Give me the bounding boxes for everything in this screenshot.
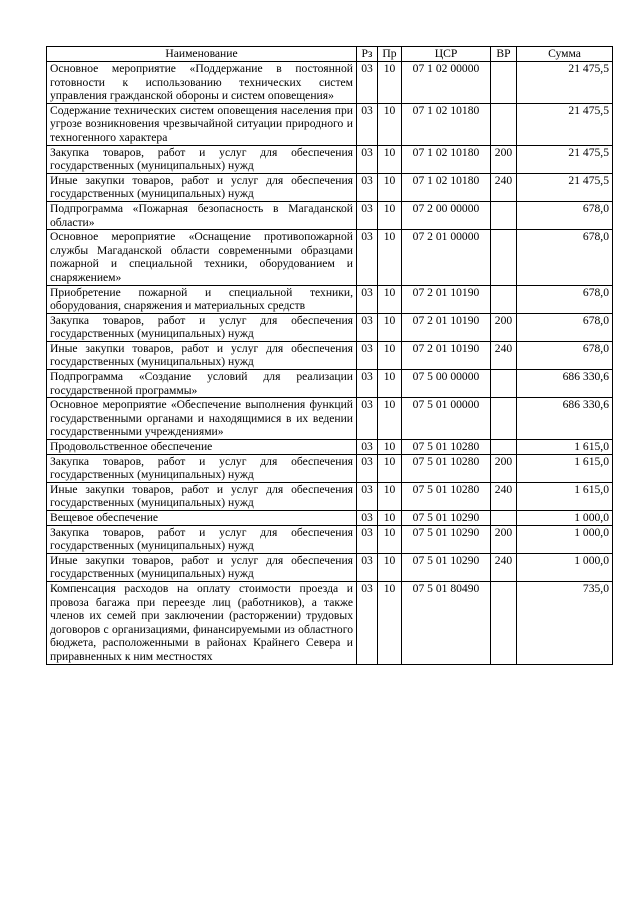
cell-sum: 678,0	[517, 201, 613, 229]
cell-sum: 21 475,5	[517, 103, 613, 145]
table-row	[47, 62, 613, 104]
header-pr: Пр	[378, 47, 402, 62]
cell-vr	[491, 285, 517, 313]
table-row	[47, 398, 613, 440]
cell-pr: 10	[378, 454, 402, 482]
cell-sum: 1 615,0	[517, 482, 613, 510]
cell-vr	[491, 440, 517, 455]
table-row	[47, 454, 613, 482]
cell-csr: 07 2 01 00000	[402, 230, 491, 285]
cell-name: Закупка товаров, работ и услуг для обеспечения государственных (муниципальных) нужд	[47, 454, 357, 482]
table-row	[47, 341, 613, 369]
header-vr: ВР	[491, 47, 517, 62]
cell-vr: 240	[491, 173, 517, 201]
table-row	[47, 103, 613, 145]
cell-name: Подпрограмма «Пожарная безопасность в Магаданской области»	[47, 201, 357, 229]
cell-pr: 10	[378, 525, 402, 553]
cell-vr	[491, 62, 517, 104]
cell-pr: 10	[378, 230, 402, 285]
table-row	[47, 201, 613, 229]
cell-pr: 10	[378, 440, 402, 455]
cell-sum: 678,0	[517, 285, 613, 313]
cell-pr: 10	[378, 398, 402, 440]
cell-vr	[491, 511, 517, 526]
cell-rz: 03	[357, 398, 378, 440]
cell-pr: 10	[378, 145, 402, 173]
cell-name: Иные закупки товаров, работ и услуг для обеспечения государственных (муниципальных) нужд	[47, 341, 357, 369]
table-row	[47, 145, 613, 173]
cell-sum: 1 000,0	[517, 553, 613, 581]
cell-csr: 07 5 01 10290	[402, 511, 491, 526]
table-row	[47, 553, 613, 581]
cell-csr: 07 5 01 10290	[402, 553, 491, 581]
cell-pr: 10	[378, 173, 402, 201]
cell-rz: 03	[357, 525, 378, 553]
cell-csr: 07 5 01 10290	[402, 525, 491, 553]
cell-name: Продовольственное обеспечение	[47, 440, 357, 455]
cell-csr: 07 5 00 00000	[402, 370, 491, 398]
budget-table	[46, 46, 613, 665]
cell-pr: 10	[378, 103, 402, 145]
cell-rz: 03	[357, 482, 378, 510]
cell-rz: 03	[357, 285, 378, 313]
cell-csr: 07 5 01 10280	[402, 454, 491, 482]
cell-pr: 10	[378, 511, 402, 526]
cell-vr: 240	[491, 553, 517, 581]
cell-csr: 07 5 01 10280	[402, 440, 491, 455]
cell-sum: 1 000,0	[517, 525, 613, 553]
cell-pr: 10	[378, 482, 402, 510]
table-row	[47, 173, 613, 201]
cell-name: Закупка товаров, работ и услуг для обеспечения государственных (муниципальных) нужд	[47, 313, 357, 341]
cell-pr: 10	[378, 62, 402, 104]
cell-pr: 10	[378, 553, 402, 581]
cell-vr	[491, 581, 517, 664]
table-row	[47, 581, 613, 664]
cell-csr: 07 1 02 10180	[402, 173, 491, 201]
cell-csr: 07 2 00 00000	[402, 201, 491, 229]
cell-name: Иные закупки товаров, работ и услуг для обеспечения государственных (муниципальных) нужд	[47, 173, 357, 201]
cell-rz: 03	[357, 313, 378, 341]
cell-csr: 07 2 01 10190	[402, 313, 491, 341]
table-row	[47, 285, 613, 313]
cell-csr: 07 5 01 00000	[402, 398, 491, 440]
cell-rz: 03	[357, 341, 378, 369]
cell-name: Закупка товаров, работ и услуг для обеспечения государственных (муниципальных) нужд	[47, 145, 357, 173]
cell-csr: 07 2 01 10190	[402, 341, 491, 369]
cell-vr: 200	[491, 525, 517, 553]
cell-rz: 03	[357, 454, 378, 482]
cell-rz: 03	[357, 103, 378, 145]
table-row	[47, 313, 613, 341]
cell-sum: 21 475,5	[517, 173, 613, 201]
cell-name: Подпрограмма «Создание условий для реализации государственной программы»	[47, 370, 357, 398]
cell-csr: 07 1 02 00000	[402, 62, 491, 104]
cell-rz: 03	[357, 440, 378, 455]
table-row	[47, 230, 613, 285]
cell-csr: 07 5 01 10280	[402, 482, 491, 510]
cell-rz: 03	[357, 581, 378, 664]
cell-csr: 07 1 02 10180	[402, 145, 491, 173]
cell-name: Вещевое обеспечение	[47, 511, 357, 526]
cell-vr: 200	[491, 454, 517, 482]
cell-rz: 03	[357, 553, 378, 581]
cell-vr: 240	[491, 482, 517, 510]
cell-vr	[491, 370, 517, 398]
header-name: Наименование	[47, 47, 357, 62]
table-row	[47, 440, 613, 455]
cell-sum: 678,0	[517, 341, 613, 369]
cell-rz: 03	[357, 230, 378, 285]
cell-vr: 200	[491, 145, 517, 173]
cell-name: Содержание технических систем оповещения населения при угрозе возникновения чрезвычайной ситуации природного и техногенного характера	[47, 103, 357, 145]
cell-rz: 03	[357, 62, 378, 104]
cell-rz: 03	[357, 370, 378, 398]
cell-vr	[491, 103, 517, 145]
cell-pr: 10	[378, 341, 402, 369]
cell-rz: 03	[357, 201, 378, 229]
cell-sum: 686 330,6	[517, 370, 613, 398]
cell-name: Приобретение пожарной и специальной техники, оборудования, снаряжения и материальных средств	[47, 285, 357, 313]
table-row	[47, 482, 613, 510]
cell-pr: 10	[378, 581, 402, 664]
table-row	[47, 525, 613, 553]
header-csr: ЦСР	[402, 47, 491, 62]
header-rz: Рз	[357, 47, 378, 62]
cell-sum: 1 615,0	[517, 440, 613, 455]
cell-sum: 678,0	[517, 313, 613, 341]
cell-name: Основное мероприятие «Обеспечение выполнения функций государственными органами и находящимися в их ведении государственными учреждениями»	[47, 398, 357, 440]
cell-name: Компенсация расходов на оплату стоимости проезда и провоза багажа при переезде лиц (работников), а также членов их семей при заключении (расторжении) трудовых договоров с организациями, финансируемыми из областного бюджета, расположенными в районах Крайнего Севера и приравненных к ним местностях	[47, 581, 357, 664]
cell-sum: 678,0	[517, 230, 613, 285]
cell-pr: 10	[378, 285, 402, 313]
cell-name: Закупка товаров, работ и услуг для обеспечения государственных (муниципальных) нужд	[47, 525, 357, 553]
cell-rz: 03	[357, 173, 378, 201]
cell-rz: 03	[357, 511, 378, 526]
cell-vr	[491, 398, 517, 440]
cell-vr: 240	[491, 341, 517, 369]
cell-name: Основное мероприятие «Оснащение противопожарной службы Магаданской области современными образцами пожарной и специальной техники, оборудованием и снаряжением»	[47, 230, 357, 285]
cell-rz: 03	[357, 145, 378, 173]
cell-csr: 07 5 01 80490	[402, 581, 491, 664]
cell-pr: 10	[378, 313, 402, 341]
cell-vr: 200	[491, 313, 517, 341]
cell-sum: 735,0	[517, 581, 613, 664]
cell-sum: 21 475,5	[517, 62, 613, 104]
cell-pr: 10	[378, 370, 402, 398]
cell-csr: 07 2 01 10190	[402, 285, 491, 313]
cell-sum: 686 330,6	[517, 398, 613, 440]
cell-pr: 10	[378, 201, 402, 229]
cell-vr	[491, 230, 517, 285]
cell-name: Основное мероприятие «Поддержание в постоянной готовности к использованию технических систем управления гражданской обороны и систем оповещения»	[47, 62, 357, 104]
table-header-row	[47, 47, 613, 62]
header-sum: Сумма	[517, 47, 613, 62]
cell-sum: 1 615,0	[517, 454, 613, 482]
cell-name: Иные закупки товаров, работ и услуг для обеспечения государственных (муниципальных) нужд	[47, 482, 357, 510]
cell-vr	[491, 201, 517, 229]
cell-sum: 21 475,5	[517, 145, 613, 173]
cell-csr: 07 1 02 10180	[402, 103, 491, 145]
cell-sum: 1 000,0	[517, 511, 613, 526]
table-row	[47, 370, 613, 398]
table-row	[47, 511, 613, 526]
cell-name: Иные закупки товаров, работ и услуг для обеспечения государственных (муниципальных) нужд	[47, 553, 357, 581]
